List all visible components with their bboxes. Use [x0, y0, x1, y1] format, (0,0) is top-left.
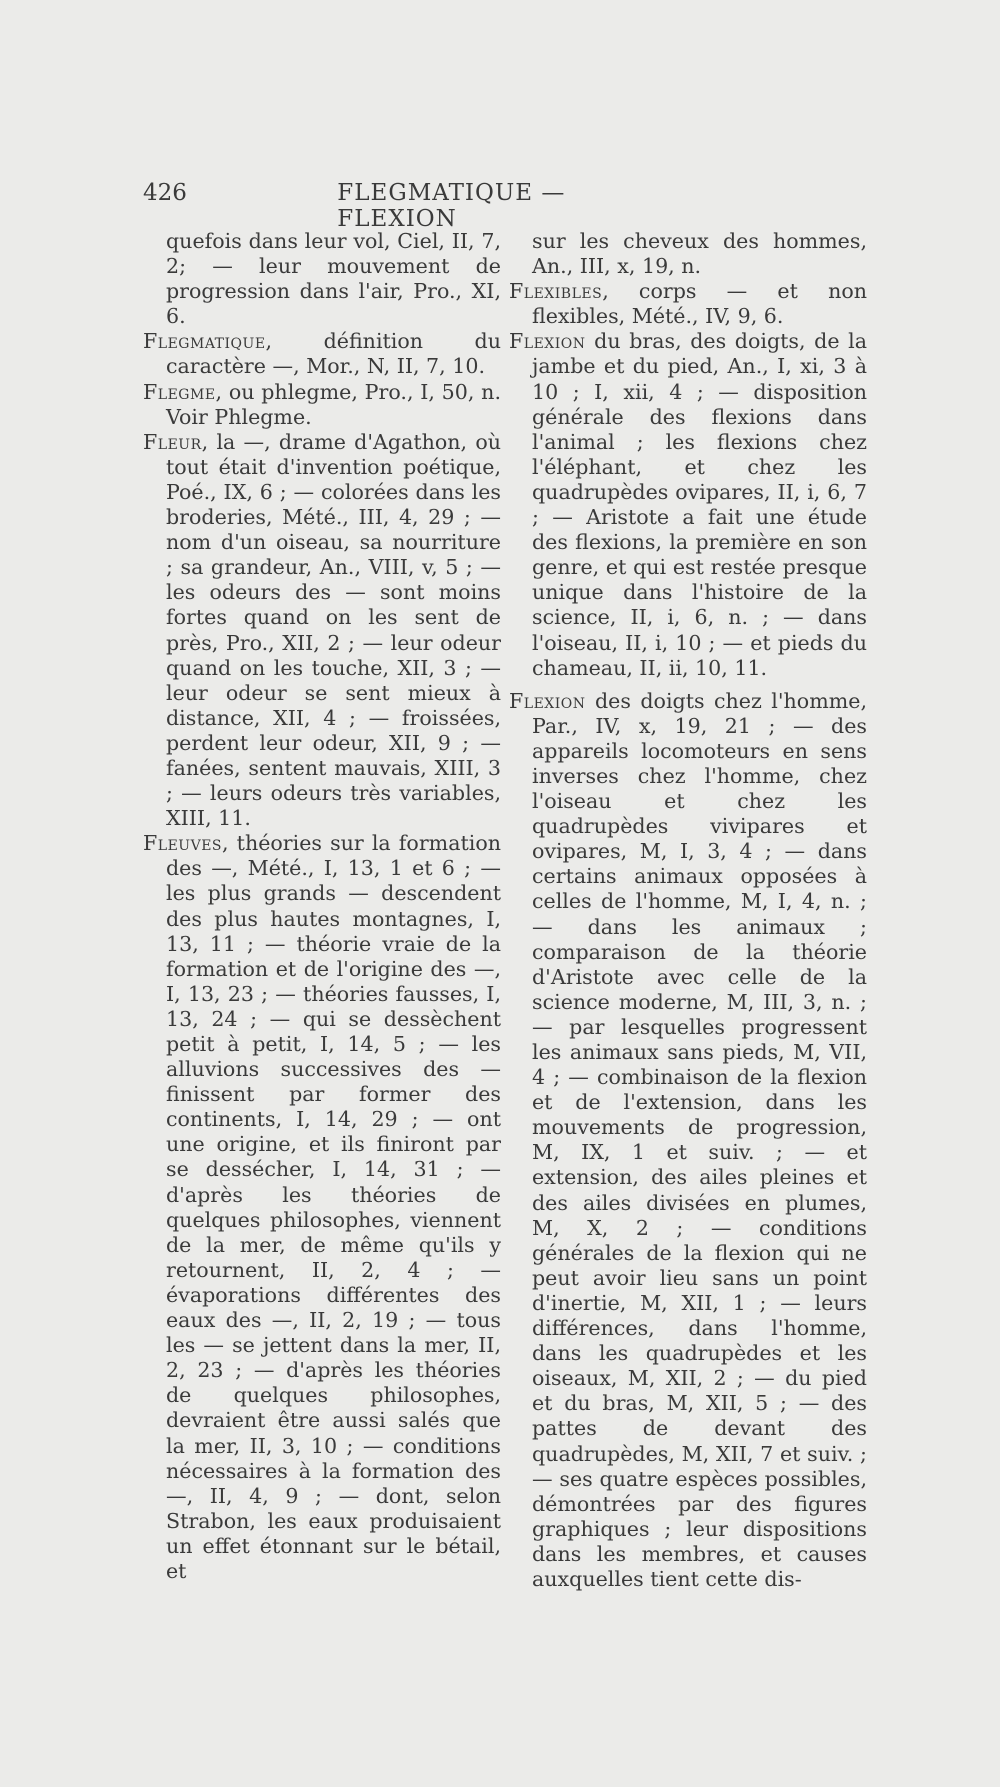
entry-headword: Flexibles [509, 279, 603, 304]
index-entry [143, 329, 501, 379]
index-entry [166, 229, 501, 329]
index-entry [532, 229, 867, 279]
index-entry [509, 329, 867, 680]
entry-headword: Flexion [509, 688, 586, 713]
entry-text: , ou phlegme, Pro., I, 50, n. Voir Phlegme. [166, 379, 501, 429]
index-entry [509, 279, 867, 329]
page-number: 426 [143, 180, 187, 206]
entry-text: , définition du caractère —, Mor., N, II, 7, 10. [166, 329, 501, 379]
page-header [143, 180, 683, 232]
right-column [509, 229, 867, 1592]
index-entry [509, 688, 867, 1592]
entry-headword: Flegmatique [143, 329, 266, 354]
entry-text: du bras, des doigts, de la jambe et du pied, An., I, xi, 3 à 10 ; I, xii, 4 ; — disposition générale des flexions dans l'animal ; les flexions chez l'éléphant, et chez les quadrupèdes ovipares, II, i, 6, 7 ; — Aristote a fait une étude des flexions, la première en son genre, et qui est restée presque unique dans l'histoire de la science, II, i, 6, n. ; — dans l'oiseau, II, i, 10 ; — et pieds du chameau, II, ii, 10, 11. [532, 329, 867, 680]
entry-headword: Flexion [509, 329, 586, 354]
entry-text: , la —, drame d'Agathon, où tout était d'invention poétique, Poé., IX, 6 ; — colorées dans les broderies, Mété., III, 4, 29 ; — nom d'un oiseau, sa nourriture ; sa grandeur, An., VIII, v, 5 ; — les odeurs des — sont moins fortes quand on les sent de près, Pro., XII, 2 ; — leur odeur quand on les touche, XII, 3 ; — leur odeur se sent mieux à distance, XII, 4 ; — froissées, perdent leur odeur, XII, 9 ; — fanées, sentent mauvais, XIII, 3 ; — leurs odeurs très variables, XIII, 11. [166, 429, 501, 831]
entry-text: quefois dans leur vol, Ciel, II, 7, 2; — leur mouvement de progression dans l'air, Pro., XI, 6. [166, 229, 501, 329]
running-title: FLEGMATIQUE — FLEXION [337, 180, 566, 232]
entry-text: sur les cheveux des hommes, An., III, x, 19, n. [532, 229, 867, 279]
entry-spacer [532, 681, 867, 689]
entry-text: , corps — et non flexibles, Mété., IV, 9, 6. [532, 279, 867, 329]
index-entry [143, 379, 501, 430]
entry-headword: Fleuves [143, 831, 223, 856]
entry-headword: Fleur [143, 429, 202, 454]
index-entry [143, 831, 501, 1584]
entry-headword: Flegme [143, 379, 216, 404]
entry-text: des doigts chez l'homme, Par., IV, x, 19, 21 ; — des appareils locomoteurs en sens inverses chez l'homme, chez l'oiseau et chez les quadrupèdes vivipares et ovipares, M, I, 3, 4 ; — dans certains animaux opposées à celles de l'homme, M, I, 4, n. ; — dans les animaux ; comparaison de la théorie d'Aristote avec celle de la science moderne, M, III, 3, n. ; — par lesquelles progressent les animaux sans pieds, M, VII, 4 ; — combinaison de la flexion et de l'extension, dans les mouvements de progression, M, IX, 1 et suiv. ; — et extension, des ailes pleines et des ailes divisées en plumes, M, X, 2 ; — conditions générales de la flexion qui ne peut avoir lieu sans un point d'inertie, M, XII, 1 ; — leurs différences, dans l'homme, dans les quadrupèdes et les oiseaux, M, XII, 2 ; — du pied et du bras, M, XII, 5 ; — des pattes de devant des quadrupèdes, M, XII, 7 et suiv. ; — ses quatre espèces possibles, démontrées par des figures graphiques ; leur dispositions dans les membres, et causes auxquelles tient cette dis- [532, 688, 867, 1591]
index-entry [143, 429, 501, 832]
left-column [143, 229, 501, 1584]
entry-text: , théories sur la formation des —, Mété., I, 13, 1 et 6 ; — les plus grands — descendent des plus hautes montagnes, I, 13, 11 ; — théorie vraie de la formation et de l'origine des —, I, 13, 23 ; — théories fausses, I, 13, 24 ; — qui se dessèchent petit à petit, I, 14, 5 ; — les alluvions successives des — finissent par former des continents, I, 14, 29 ; — ont une origine, et ils finiront par se dessécher, I, 14, 31 ; — d'après les théories de quelques philosophes, viennent de la mer, de même qu'ils y retournent, II, 2, 4 ; — évaporations différentes des eaux des —, II, 2, 19 ; — tous les — se jettent dans la mer, II, 2, 23 ; — d'après les théories de quelques philosophes, devraient être aussi salés que la mer, II, 3, 10 ; — conditions nécessaires à la formation des —, II, 4, 9 ; — dont, selon Strabon, les eaux produisaient un effet étonnant sur le bétail, et [166, 831, 501, 1583]
